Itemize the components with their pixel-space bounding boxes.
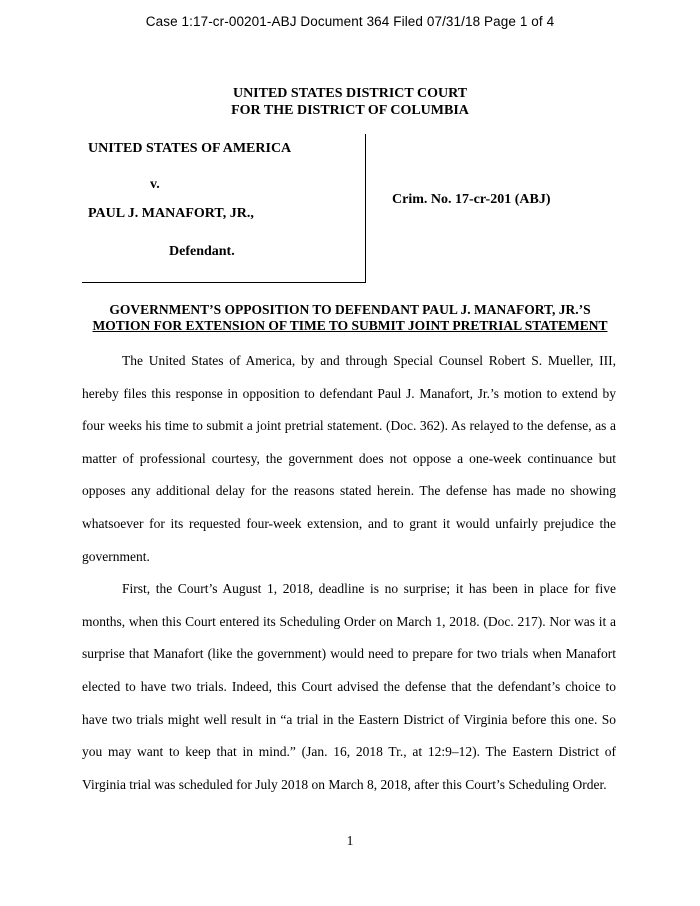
- plaintiff-name: UNITED STATES OF AMERICA: [88, 141, 292, 156]
- document-title-line2: MOTION FOR EXTENSION OF TIME TO SUBMIT JOINT PRETRIAL STATEMENT: [92, 318, 608, 333]
- document-body: [82, 345, 616, 801]
- court-district-line: FOR THE DISTRICT OF COLUMBIA: [231, 103, 469, 118]
- defendant-role-label: Defendant.: [169, 244, 235, 259]
- case-caption-box: [82, 134, 366, 283]
- ecf-header-stamp: Case 1:17-cr-00201-ABJ Document 364 Filed 07/31/18 Page 1 of 4: [145, 14, 555, 29]
- body-paragraph: The United States of America, by and through Special Counsel Robert S. Mueller, III, hereby files this response in opposition to defendant Paul J. Manafort, Jr.’s motion to extend by four weeks his time to submit a joint pretrial statement. (Doc. 362). As relayed to the defense, as a matter of professional courtesy, the government does not oppose a one-week continuance but opposes any additional delay for the reasons stated herein. The defense has made no showing whatsoever for its requested four-week extension, and to grant it would unfairly prejudice the government.: [82, 353, 616, 564]
- versus-label: v.: [150, 177, 160, 192]
- court-heading: [0, 85, 700, 119]
- court-name-line: UNITED STATES DISTRICT COURT: [232, 86, 468, 101]
- case-number: Crim. No. 17-cr-201 (ABJ): [392, 192, 551, 207]
- body-paragraph: First, the Court’s August 1, 2018, deadline is no surprise; it has been in place for five months, when this Court entered its Scheduling Order on March 1, 2018. (Doc. 217). Nor was it a surprise that Manafort (like the government) would need to prepare for two trials when Manafort elected to have two trials. Indeed, this Court advised the defense that the defendant’s choice to have two trials might well result in “a trial in the Eastern District of Virginia before this one. So you may want to keep that in mind.” (Jan. 16, 2018 Tr., at 12:9–12). The Eastern District of Virginia trial was scheduled for July 2018 on March 8, 2018, after this Court’s Scheduling Order.: [82, 581, 616, 792]
- page-number: 1: [346, 833, 354, 848]
- document-title-line1: GOVERNMENT’S OPPOSITION TO DEFENDANT PAUL J. MANAFORT, JR.’S: [109, 302, 591, 317]
- document-title: [0, 302, 700, 334]
- defendant-name: PAUL J. MANAFORT, JR.,: [88, 206, 254, 221]
